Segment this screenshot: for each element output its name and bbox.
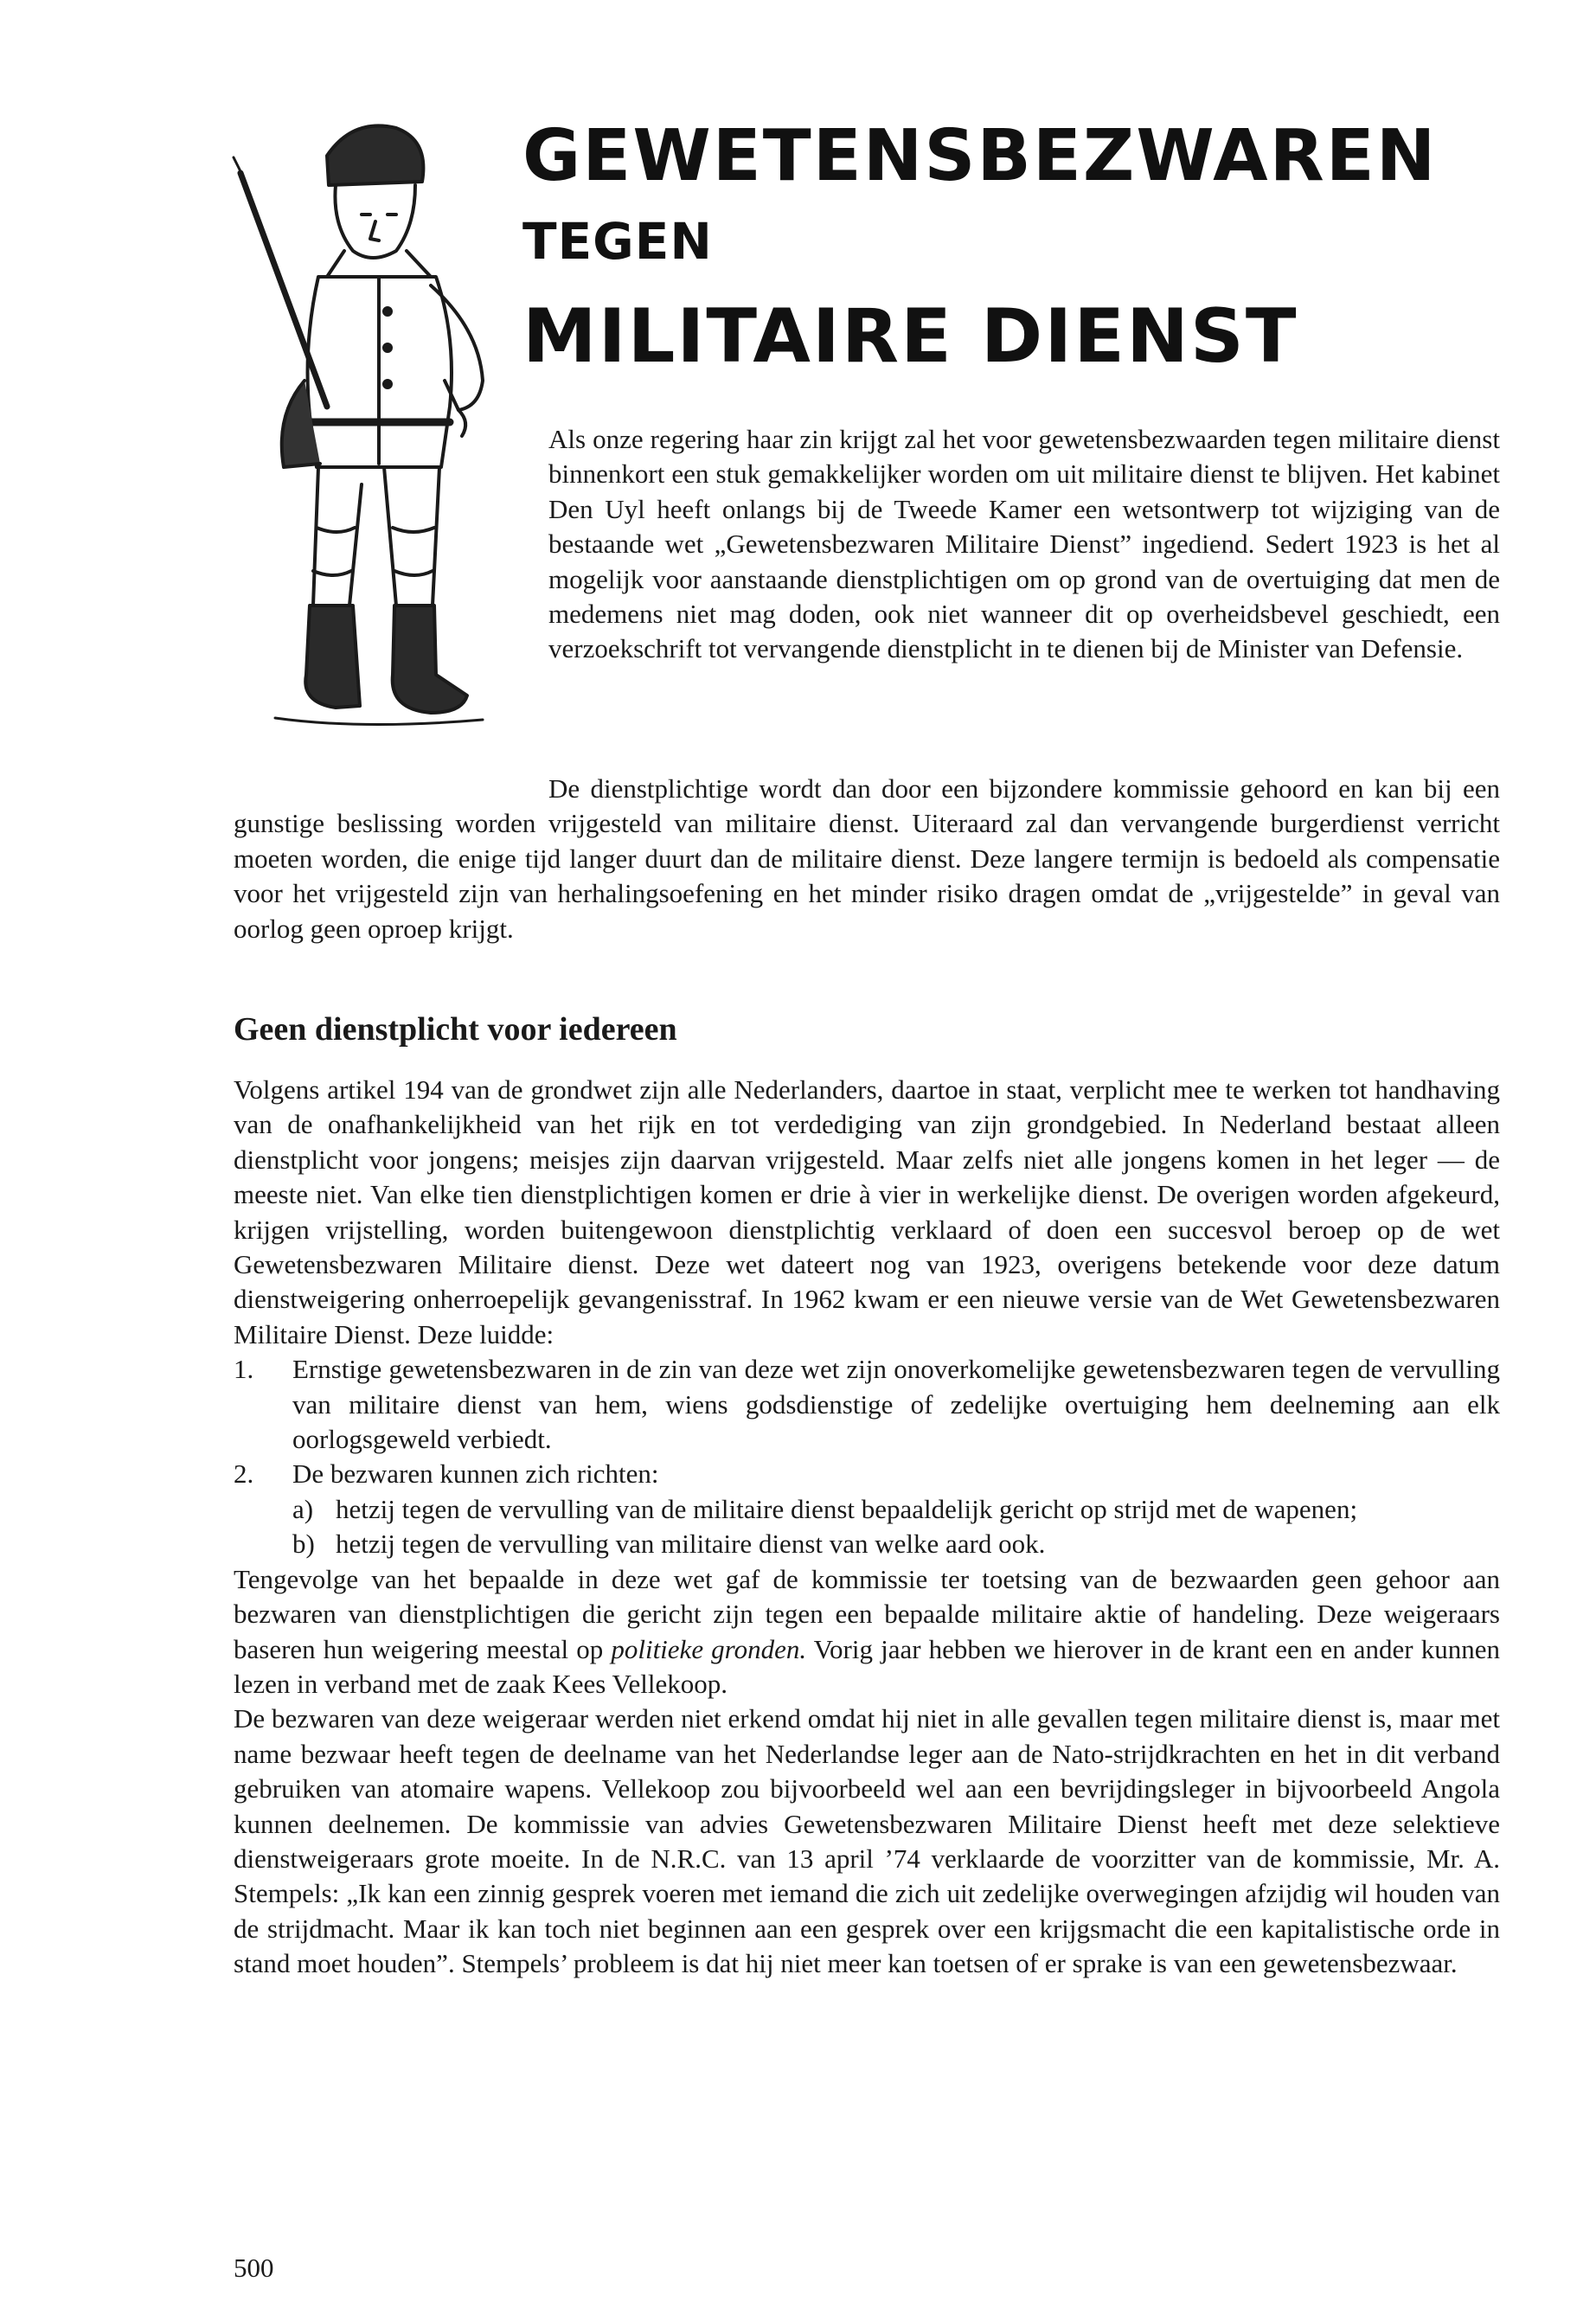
list-item-text: Ernstige gewetensbezwaren in de zin van deze wet zijn onoverkomelijke gewetensbezwaren tegen de vervulling van militaire dienst van hem, wiens godsdienstige of zedelijke overtuiging hem deelneming aan elk oorlogsgeweld verbiedt. [292, 1354, 1500, 1455]
body-paragraph-3: De bezwaren van deze weigeraar werden niet erkend omdat hij niet in alle gevallen tegen militaire dienst is, maar met name bezwaar heeft tegen de deelname van het Nederlandse leger aan de Nato-strijdkrachten en het in dit verband gebruiken van atomaire wapens. Vellekoop zou bijvoorbeeld wel aan een bevrijdingsleger in bijvoorbeeld Angola kunnen deelnemen. De kommissie van advies Gewetensbezwaren Militaire Dienst heeft met deze selektieve dienstweigeraars grote moeite. In de N.R.C. van 13 april ’74 verklaarde de voorzitter van de kommissie, Mr. A. Stempels: „Ik kan een zinnig gesprek voeren met iemand die zich uit zedelijke overwegingen afzijdig wil houden van de strijdmacht. Maar ik kan toch niet beginnen aan een gesprek over een krijgsmacht die een kapitalistische orde in stand moet houden”. Stempels’ probleem is dat hij niet meer kan toetsen of er sprake is van een gewetensbezwaar. [234, 1703, 1500, 1979]
intro-continued-paragraph: De dienstplichtige wordt dan door een bijzondere kommissie gehoord en kan bij een gunstige beslissing worden vrijgesteld van militaire dienst. Uiteraard zal dan vervangende burgerdienst verricht moeten worden, die enige tijd langer duurt dan de militaire dienst. Deze langere termijn is bedoeld als compensatie voor het vrijgesteld zijn van herhalingsoefening en het minder risiko dragen omdat de „vrijgestelde” in geval van oorlog geen oproep krijgt. [234, 773, 1500, 944]
list-item-number: 2. [234, 1458, 254, 1490]
sublist-item-letter: a) [292, 1493, 314, 1524]
list-item-text: De bezwaren kunnen zich richten: [292, 1458, 659, 1490]
title-line-1: GEWETENSBEZWAREN [522, 115, 1438, 197]
sublist-item-letter: b) [292, 1529, 315, 1560]
intro-paragraph: Als onze regering haar zin krijgt zal het voor gewetensbezwaarden tegen militaire dienst binnenkort een stuk gemakkelijker worden om uit militaire dienst te blijven. Het kabinet Den Uyl heeft onlangs bij de Tweede Kamer een wetsontwerp tot wijziging van de bestaande wet „Gewetensbezwaren Militaire Dienst” ingediend. Sedert 1923 is het al mogelijk voor aanstaande dienstplichtigen om op grond van de overtuiging dat men de medemens niet mag doden, ook niet wanneer dit op overheidsbevel geschiedt, een verzoekschrift tot vervangende dienstplicht in te dienen bij de Minister van Defensie. [548, 424, 1500, 664]
title-line-2: TEGEN [522, 212, 713, 271]
section-heading: Geen dienstplicht voor iedereen [234, 1011, 677, 1048]
list-item-number: 1. [234, 1354, 254, 1385]
sublist-item-text: hetzij tegen de vervulling van militaire dienst van welke aard ook. [336, 1529, 1046, 1560]
emphasized-text: politieke gronden. [611, 1633, 807, 1664]
list-item [234, 1352, 1500, 1457]
page-number: 500 [234, 2253, 274, 2283]
body-paragraph-2 [234, 1562, 1500, 1702]
sublist-item [234, 1527, 1500, 1561]
sublist-item-text: hetzij tegen de vervulling van de militaire dienst bepaaldelijk gericht op strijd met de wapenen; [336, 1493, 1358, 1524]
sublist-item [234, 1492, 1500, 1527]
body-paragraph-1: Volgens artikel 194 van de grondwet zijn alle Nederlanders, daartoe in staat, verplicht mee te werken tot handhaving van de onafhankelijkheid van het rijk en tot verdediging van zijn grondgebied. In Nederland bestaat alleen dienstplicht voor jongens; meisjes zijn daarvan vrijgesteld. Maar zelfs niet alle jongens komen in het leger — de meeste niet. Van elke tien dienstplichtigen komen er drie à vier in werkelijke dienst. De overigen worden afgekeurd, krijgen vrijstelling, worden buitengewoon dienstplichtig verklaard of doen een succesvol beroep op de wet Gewetensbezwaren Militaire dienst. Deze wet dateert nog van 1923, overigens betekende voor deze datum dienstweigering onherroepelijk gevangenisstraf. In 1962 kwam er een nieuwe versie van de Wet Gewetensbezwaren Militaire Dienst. Deze luidde: [234, 1074, 1500, 1349]
title-line-3: MILITAIRE DIENST [522, 293, 1298, 380]
body-text [234, 1073, 1500, 1982]
paragraph-text: Vorig jaar hebben we hierover in de krant een en ander kunnen lezen in verband met de zaak Kees Vellekoop. [234, 1633, 1500, 1699]
soldier-illustration [223, 121, 535, 753]
list-item [234, 1457, 1500, 1491]
paragraph-text: Tengevolge van het bepaalde in deze wet gaf de kommissie ter toetsing van de bezwaarden geen gehoor aan bezwaren van dienstplichtigen die gericht zijn tegen een bepaalde militaire aktie of handeling. Deze weigeraars baseren hun weigering meestal op [234, 1563, 1500, 1664]
